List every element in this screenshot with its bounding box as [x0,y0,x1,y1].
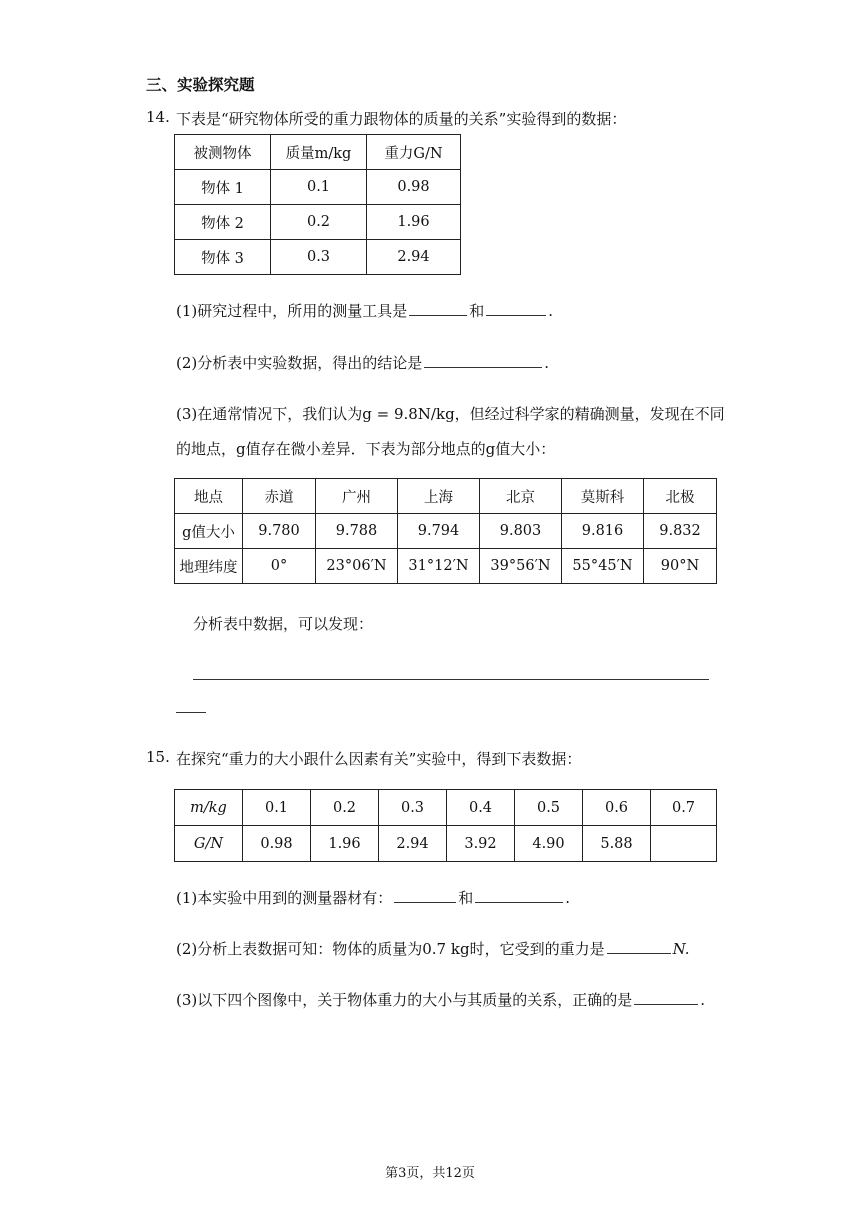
table-cell: 0.1 [271,170,367,205]
q15-part2-text: (2)分析上表数据可知：物体的质量为0.7 kg时，它受到的重力是 [176,940,605,958]
q15-part3 [176,989,705,1010]
table-cell: 2.94 [379,826,447,862]
table-cell: 39°56′N [480,549,562,584]
q15-number: 15. [146,748,170,766]
answer-line[interactable] [193,679,709,680]
table-cell: 0.98 [243,826,311,862]
table-cell: G/N [175,826,243,862]
table-cell: 物体 3 [175,240,271,275]
q14-part2-text: (2)分析表中实验数据，得出的结论是 [176,354,423,372]
section-title: 三、实验探究题 [146,75,255,94]
table-cell: 4.90 [515,826,583,862]
table-cell: 0.98 [367,170,461,205]
table-cell: 地理纬度 [175,549,243,584]
q15-part1-and: 和 [458,889,474,907]
q15-stem: 在探究“重力的大小跟什么因素有关”实验中，得到下表数据： [176,750,582,768]
q14-part3-line2: 的地点，g值存在微小差异．下表为部分地点的g值大小： [176,440,556,458]
table-cell: 55°45′N [562,549,644,584]
answer-blank[interactable] [607,939,671,954]
table-cell: 9.832 [644,514,717,549]
table-row [175,790,717,826]
table-cell: 0.2 [311,790,379,826]
table-row [175,170,461,205]
q15-table-mass-weight [174,789,717,862]
table-cell: 1.96 [311,826,379,862]
answer-line[interactable] [176,712,206,713]
table-cell: 9.803 [480,514,562,549]
table-cell: 0.7 [651,790,717,826]
q15-part2-end: N. [672,940,690,958]
table-cell: 0.4 [447,790,515,826]
answer-blank[interactable] [486,301,546,316]
table-cell: 地点 [175,479,243,514]
q15-part3-text: (3)以下四个图像中，关于物体重力的大小与其质量的关系，正确的是 [176,991,633,1009]
table-header-cell: 重力G/N [367,135,461,170]
q15-part1-end: . [565,889,571,907]
table-row [175,240,461,275]
table-cell: 5.88 [583,826,651,862]
table-row [175,514,717,549]
q15-part1 [176,887,570,908]
q14-part2 [176,352,549,373]
answer-blank[interactable] [424,353,542,368]
table-row [175,205,461,240]
table-cell: 1.96 [367,205,461,240]
table-cell: 北极 [644,479,717,514]
table-cell: 0.2 [271,205,367,240]
q14-part1-and: 和 [469,302,485,320]
table-cell: 0.3 [379,790,447,826]
answer-blank[interactable] [475,888,563,903]
q14-stem: 下表是“研究物体所受的重力跟物体的质量的关系”实验得到的数据： [176,110,627,128]
table-row [175,479,717,514]
answer-blank[interactable] [409,301,467,316]
q14-part3-line1: (3)在通常情况下，我们认为g = 9.8N/kg，但经过科学家的精确测量，发现在不同 [176,405,725,423]
table-header-cell: 质量m/kg [271,135,367,170]
table-cell: 北京 [480,479,562,514]
q14-number: 14. [146,108,170,126]
q14-part2-end: . [544,354,550,372]
table-cell: 物体 1 [175,170,271,205]
table-cell: 0.6 [583,790,651,826]
table-cell: g值大小 [175,514,243,549]
q15-part1-text: (1)本实验中用到的测量器材有： [176,889,393,907]
q14-part1-text: (1)研究过程中，所用的测量工具是 [176,302,408,320]
table-cell: 9.794 [398,514,480,549]
table-cell: 0° [243,549,316,584]
table-cell: 9.780 [243,514,316,549]
table-cell: 2.94 [367,240,461,275]
q14-part1-end: . [548,302,554,320]
table-cell: 9.788 [316,514,398,549]
table-cell: 0.1 [243,790,311,826]
q14-part1 [176,300,553,321]
table-cell: 0.5 [515,790,583,826]
table-row [175,826,717,862]
table-header-cell: 被测物体 [175,135,271,170]
table-cell: 0.3 [271,240,367,275]
q14-part4: 分析表中数据，可以发现： [193,615,374,633]
table-cell: 9.816 [562,514,644,549]
table-cell-empty[interactable] [651,826,717,862]
table-cell: m/kg [175,790,243,826]
table-cell: 23°06′N [316,549,398,584]
q15-part2 [176,938,690,959]
table-row [175,135,461,170]
page-footer: 第3页，共12页 [385,1166,475,1181]
table-cell: 31°12′N [398,549,480,584]
table-cell: 90°N [644,549,717,584]
table-cell: 莫斯科 [562,479,644,514]
table-cell: 物体 2 [175,205,271,240]
q14-table-gravity-locations [174,478,717,584]
table-cell: 广州 [316,479,398,514]
table-cell: 上海 [398,479,480,514]
q15-part3-end: . [700,991,706,1009]
table-cell: 3.92 [447,826,515,862]
answer-blank[interactable] [394,888,456,903]
table-row [175,549,717,584]
table-cell: 赤道 [243,479,316,514]
q14-table-mass-weight [174,134,461,275]
answer-blank[interactable] [634,990,698,1005]
